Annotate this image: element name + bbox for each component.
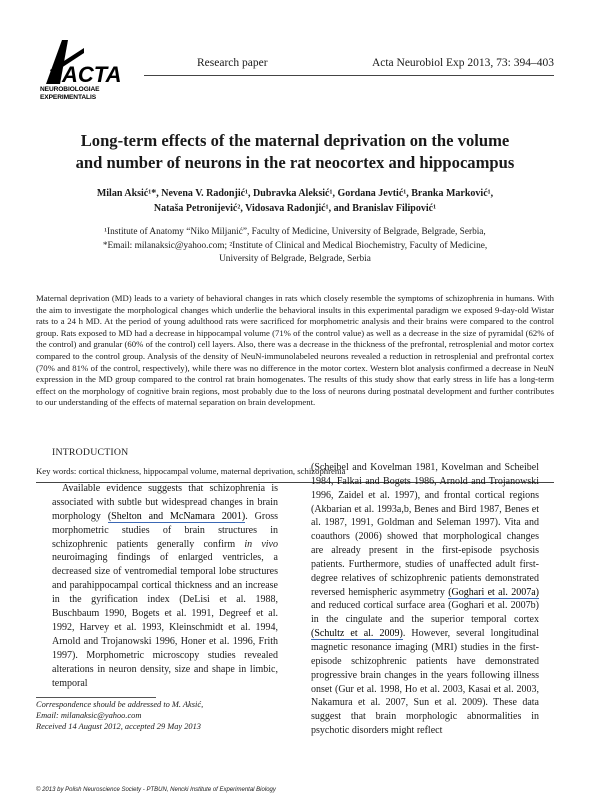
intro-left-text-3: neuroimaging findings of enlarged ventricles, a decreased size of ventromedial temporal lobe structures and parahippocampal cortical thickness and an increase in the gyrification index (DeLisi et al. 1988, Buschbaum 1990, Bogets et al. 1991, Degreef et al. 1992, Harvey et al. 1993, Kleinschmidt et al. 1994, Arnold and Trojanowski 1996, Honer et al. 1996, Frith 1997). Morphometric microscopy studies revealed alterations in neuron density, size and shape in limbic, temporal — [52, 552, 278, 689]
correspondence-note: Correspondence should be addressed to M. Aksić, — [36, 700, 204, 709]
logo-subtitle — [40, 86, 99, 101]
section-heading-introduction: INTRODUCTION — [52, 447, 129, 458]
received-dates: Received 14 August 2012, accepted 29 May 2013 — [36, 722, 201, 731]
authors-line-2: Nataša Petronijević², Vidosava Radonjić¹, and Branislav Filipović¹ — [153, 203, 437, 214]
logo-sub-2: EXPERIMENTALIS — [40, 93, 96, 101]
affiliation-line-2: *Email: milanaksic@yahoo.com; ²Institute of Clinical and Medical Biochemistry, Faculty of Medicine, — [102, 240, 488, 251]
intro-paragraph-left — [52, 482, 278, 691]
affiliation-line-3: University of Belgrade, Belgrade, Serbia — [219, 254, 371, 264]
intro-left-italic: in vivo — [244, 538, 278, 550]
affiliation-line-1: ¹Institute of Anatomy “Niko Miljanić”, Faculty of Medicine, University of Belgrade, Belgrade, Serbia, — [104, 227, 486, 237]
intro-right-text-1: (Scheibel and Kovelman 1981, Kovelman and Scheibel 1984, Falkai and Bogets 1986, Arnold and Trojanowski 1996, Zaidel et al. 1997), and frontal cortical regions (Akbarian et al. 1993a,b, Benes and Bird 1987, Benes et al. 1987, 1991, Goldman and Seleman 1997). Vita and coauthors (2006) showed that morphological changes are already present in the first-episode psychosis patients. Furthermore, studies of unaffected adult first-degree relatives of schizophrenic patients demonstrated reversed hemispheric asymmetry — [311, 462, 539, 598]
intro-right-text-2: and reduced cortical surface area (Goghari et al. 2007b) in the cingulate and the superior temporal cortex — [311, 600, 539, 626]
left-column — [52, 446, 278, 691]
paper-title — [36, 130, 554, 173]
intro-right-text-3: . However, several longitudinal magnetic resonance imaging (MRI) studies in the first-episode schizophrenic patients have demonstrated progressive brain changes in the years following illness onset (Gur et al. 1998, Ho et al. 2003, Kasai et al. 2003, Nakamura et al. 2007, Sun et al. 2009). These data suggest that brain morphologic abnormalities in psychotic disorders might reflect — [311, 628, 539, 737]
header-rule — [144, 75, 554, 76]
logo-word: ACTA — [62, 62, 122, 86]
title-line-2: and number of neurons in the rat neocortex and hippocampus — [75, 152, 515, 172]
intro-left-text-2: . Gross morphometric studies of brain structures in schizophrenic patients generally confirm — [52, 510, 278, 550]
authors-line-1: Milan Aksić¹*, Nevena V. Radonjić¹, Dubravka Aleksić¹, Gordana Jevtić¹, Branka Marković¹, — [96, 188, 494, 199]
citation-link-shelton[interactable]: (Shelton and McNamara 2001) — [107, 510, 246, 522]
acta-logo-mark — [40, 36, 140, 86]
footnotes — [36, 699, 203, 732]
intro-paragraph-right — [311, 461, 539, 738]
logo-sub-1: NEUROBIOLOGIAE — [40, 86, 100, 93]
affiliations — [55, 226, 535, 267]
journal-citation: Acta Neurobiol Exp 2013, 73: 394–403 — [371, 57, 554, 69]
keywords: Key words: cortical thickness, hippocampal volume, maternal deprivation, schizophrenia — [36, 466, 346, 476]
intro-left-text-1: Available evidence suggests that schizophrenia is associated with subtle but widespread changes in brain morphology — [52, 482, 278, 522]
right-column — [311, 461, 539, 738]
abstract: Maternal deprivation (MD) leads to a variety of behavioral changes in rats which closely resemble the symptoms of schizophrenia in humans. With the aim to investigate the morphological changes which underlie the behavioral insults in this experimental paradigm we exposed 9-day-old Wistar rats to a 24 h MD. At the period of young adulthood rats were sacrificed for morphometric analysis and their brains were compared to the control group. Rats exposed to MD had a decrease in hippocampal volume (71% of the control value) as well as a decrease in the size of pyramidal (62% of the control) and granular (60% of the control) cell layers. Also, there was a decrease in the thickness of the prefrontal, retrosplenial and motor cortex compared to the control group. Analysis of the density of NeuN-immunolabeled neurons revealed a reduction in retrosplenial and prefrontal cortex (70% and 81% of the control, respectively), while there was no difference in the motor cortex. Western blot analysis confirmed a decrease in NeuN expression in the MD group compared to the control rat brain homogenates. The results of this study show that early stress in life has a long-term effect on the morphology of cognitive brain regions, most probably due to the loss of neurons during postnatal development and further contributes to our understanding of the effects of maternal separation on brain development. — [36, 293, 554, 408]
copyright-notice: © 2013 by Polish Neuroscience Society - PTBUN, Nencki Institute of Experimental Biology — [36, 787, 276, 793]
correspondence-email: Email: milanaksic@yahoo.com — [36, 711, 142, 720]
citation-link-goghari[interactable]: (Goghari et al. 2007a) — [448, 586, 539, 598]
author-list — [60, 186, 530, 216]
title-line-1: Long-term effects of the maternal deprivation on the volume — [80, 131, 510, 150]
footnote-rule — [36, 697, 156, 698]
citation-link-schultz[interactable]: (Schultz et al. 2009) — [311, 628, 403, 640]
section-label: Research paper — [197, 57, 268, 69]
